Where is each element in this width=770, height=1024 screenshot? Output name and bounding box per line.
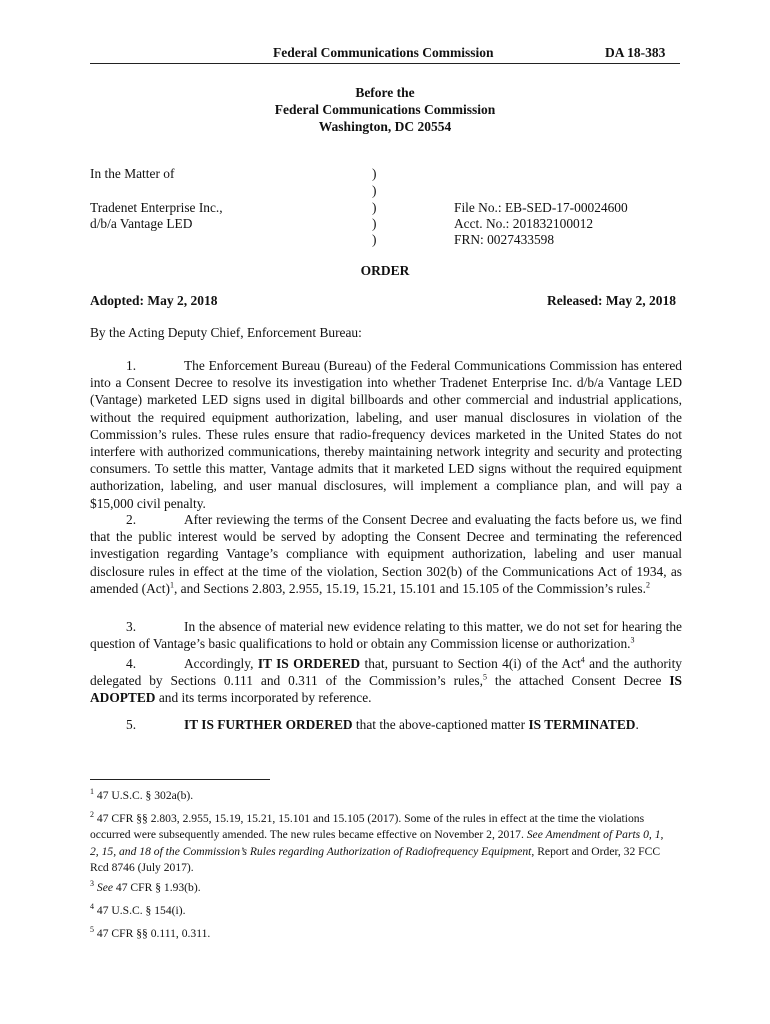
paragraph-text: Accordingly, xyxy=(184,656,258,671)
paragraph-3 xyxy=(90,618,682,652)
paragraph-number: 1. xyxy=(126,358,137,373)
footnote-rule xyxy=(90,779,270,780)
title-agency: Federal Communications Commission xyxy=(274,102,496,117)
released-date: Released: May 2, 2018 xyxy=(547,293,676,308)
footnote-number: 4 xyxy=(90,902,94,912)
footnote-number: 2 xyxy=(90,810,94,820)
paragraph-text: In the absence of material new evidence relating to this matter, we do not set for hearing the question of Vantage’s basic qualifications to hold or obtain any Commission license or authorization. xyxy=(90,619,682,652)
paragraph-text: the attached Consent Decree xyxy=(486,673,670,689)
paragraph-text: that the above-captioned matter xyxy=(352,717,529,732)
footnote-number: 1 xyxy=(90,787,94,797)
bold-directive: IS ADOPTED xyxy=(90,673,682,706)
footnote-4 xyxy=(90,903,665,919)
adopted-date: Adopted: May 2, 2018 xyxy=(90,293,218,308)
paragraph-5 xyxy=(90,716,682,733)
footnote-5 xyxy=(90,926,665,942)
footnote-ref[interactable]: 2 xyxy=(645,580,650,590)
paragraph-text: The Enforcement Bureau (Bureau) of the Federal Communications Commission has entered into a Consent Decree to resolve its investigation into whether Tradenet Enterprise Inc. d/b/a Vantage LED (Vantage) marketed LED signs used in digital billboards and other commercial and industrial applications, without the required equipment authorization, labeling, and user manual disclosures in violation of the Commission’s rules. These rules ensure that radio-frequency devices marketed in the United States do not interfere with authorized communications, thereby maintaining network integrity and security and protecting consumers. To settle this matter, Vantage admits that it marketed LED signs without the required equipment authorization, labeling, and user manual disclosures, will implement a compliance plan, and will pay a $15,000 civil penalty. xyxy=(90,358,682,511)
caption-account-number: Acct. No.: 201832100012 xyxy=(454,216,594,231)
caption-paren: ) xyxy=(372,183,377,198)
footnote-number: 3 xyxy=(90,879,94,889)
caption-file-number: File No.: EB-SED-17-00024600 xyxy=(454,200,628,215)
paragraph-number: 4. xyxy=(126,656,137,671)
footnote-ref[interactable]: 1 xyxy=(169,580,174,590)
bold-directive: IT IS FURTHER ORDERED xyxy=(184,717,353,732)
caption-paren: ) xyxy=(372,200,377,215)
paragraph-text: that, pursuant to Section 4(i) of the Act xyxy=(360,656,581,671)
paragraph-number: 2. xyxy=(126,512,137,527)
title-before: Before the xyxy=(355,85,415,100)
caption-paren: ) xyxy=(372,232,377,247)
order-title: ORDER xyxy=(360,263,410,278)
footnote-text: 47 U.S.C. § 302a(b). xyxy=(94,789,194,802)
footnote-3 xyxy=(90,880,665,896)
header-agency: Federal Communications Commission xyxy=(273,45,494,60)
footnote-text: 47 CFR §§ 2.803, 2.955, 15.19, 15.21, 15.101 and 15.105 (2017). Some of the rules in effect at the time the violations occurred were subsequently amended. The new rules became effective on November 2, 2017. xyxy=(90,812,645,842)
bold-directive: IT IS ORDERED xyxy=(257,656,361,671)
footnote-citation: See Amendment of Parts 0, 1, 2, 15, and 18 of the Commission’s Rules regarding Authorization of Radiofrequency Equipment xyxy=(90,828,664,858)
paragraph-4 xyxy=(90,655,682,707)
paragraph-1 xyxy=(90,357,682,512)
footnote-citation: See xyxy=(94,881,113,894)
bold-directive: IS TERMINATED xyxy=(528,717,636,732)
title-location: Washington, DC 20554 xyxy=(318,119,452,134)
paragraph-text: After reviewing the terms of the Consent Decree and evaluating the facts before us, we find that the public interest would be served by adopting the Consent Decree and terminating the referenced investigation regarding Vantage’s compliance with equipment authorization, labeling and user manual disclosure rules in effect at the time of the violation, Section 302(b) of the Communications Act of 1934, as amended (Act) xyxy=(90,512,682,596)
footnote-ref[interactable]: 5 xyxy=(482,672,487,682)
paragraph-number: 5. xyxy=(126,717,137,732)
paragraph-number: 3. xyxy=(126,619,137,634)
caption-in-the-matter: In the Matter of xyxy=(90,166,175,181)
paragraph-text: . xyxy=(635,717,639,732)
header-rule xyxy=(90,63,680,64)
footnote-text: 47 CFR § 1.93(b). xyxy=(113,881,201,894)
footnote-1 xyxy=(90,788,665,804)
paragraph-text: and the authority delegated by Sections 0.111 and 0.311 of the Commission’s rules, xyxy=(90,656,682,689)
footnote-ref[interactable]: 4 xyxy=(580,655,585,665)
signatory-line: By the Acting Deputy Chief, Enforcement Bureau: xyxy=(90,325,362,340)
footnote-number: 5 xyxy=(90,925,94,935)
footnote-text: , Report and Order, 32 FCC Rcd 8746 (July 2017). xyxy=(90,844,661,875)
caption-party-dba: d/b/a Vantage LED xyxy=(90,216,193,231)
footnote-ref[interactable]: 3 xyxy=(630,635,635,645)
caption-paren: ) xyxy=(372,166,377,181)
paragraph-2 xyxy=(90,511,682,597)
header-doc-number: DA 18-383 xyxy=(605,45,666,60)
caption-party-name: Tradenet Enterprise Inc., xyxy=(90,200,223,215)
caption-frn: FRN: 0027433598 xyxy=(454,232,555,247)
caption-paren: ) xyxy=(372,216,377,231)
footnote-text: 47 CFR §§ 0.111, 0.311. xyxy=(94,927,211,940)
paragraph-text: , and Sections 2.803, 2.955, 15.19, 15.21, 15.101 and 15.105 of the Commission’s rules. xyxy=(173,580,646,596)
paragraph-text: and its terms incorporated by reference. xyxy=(155,690,372,706)
footnote-text: 47 U.S.C. § 154(i). xyxy=(94,904,186,917)
footnote-2 xyxy=(90,811,665,877)
